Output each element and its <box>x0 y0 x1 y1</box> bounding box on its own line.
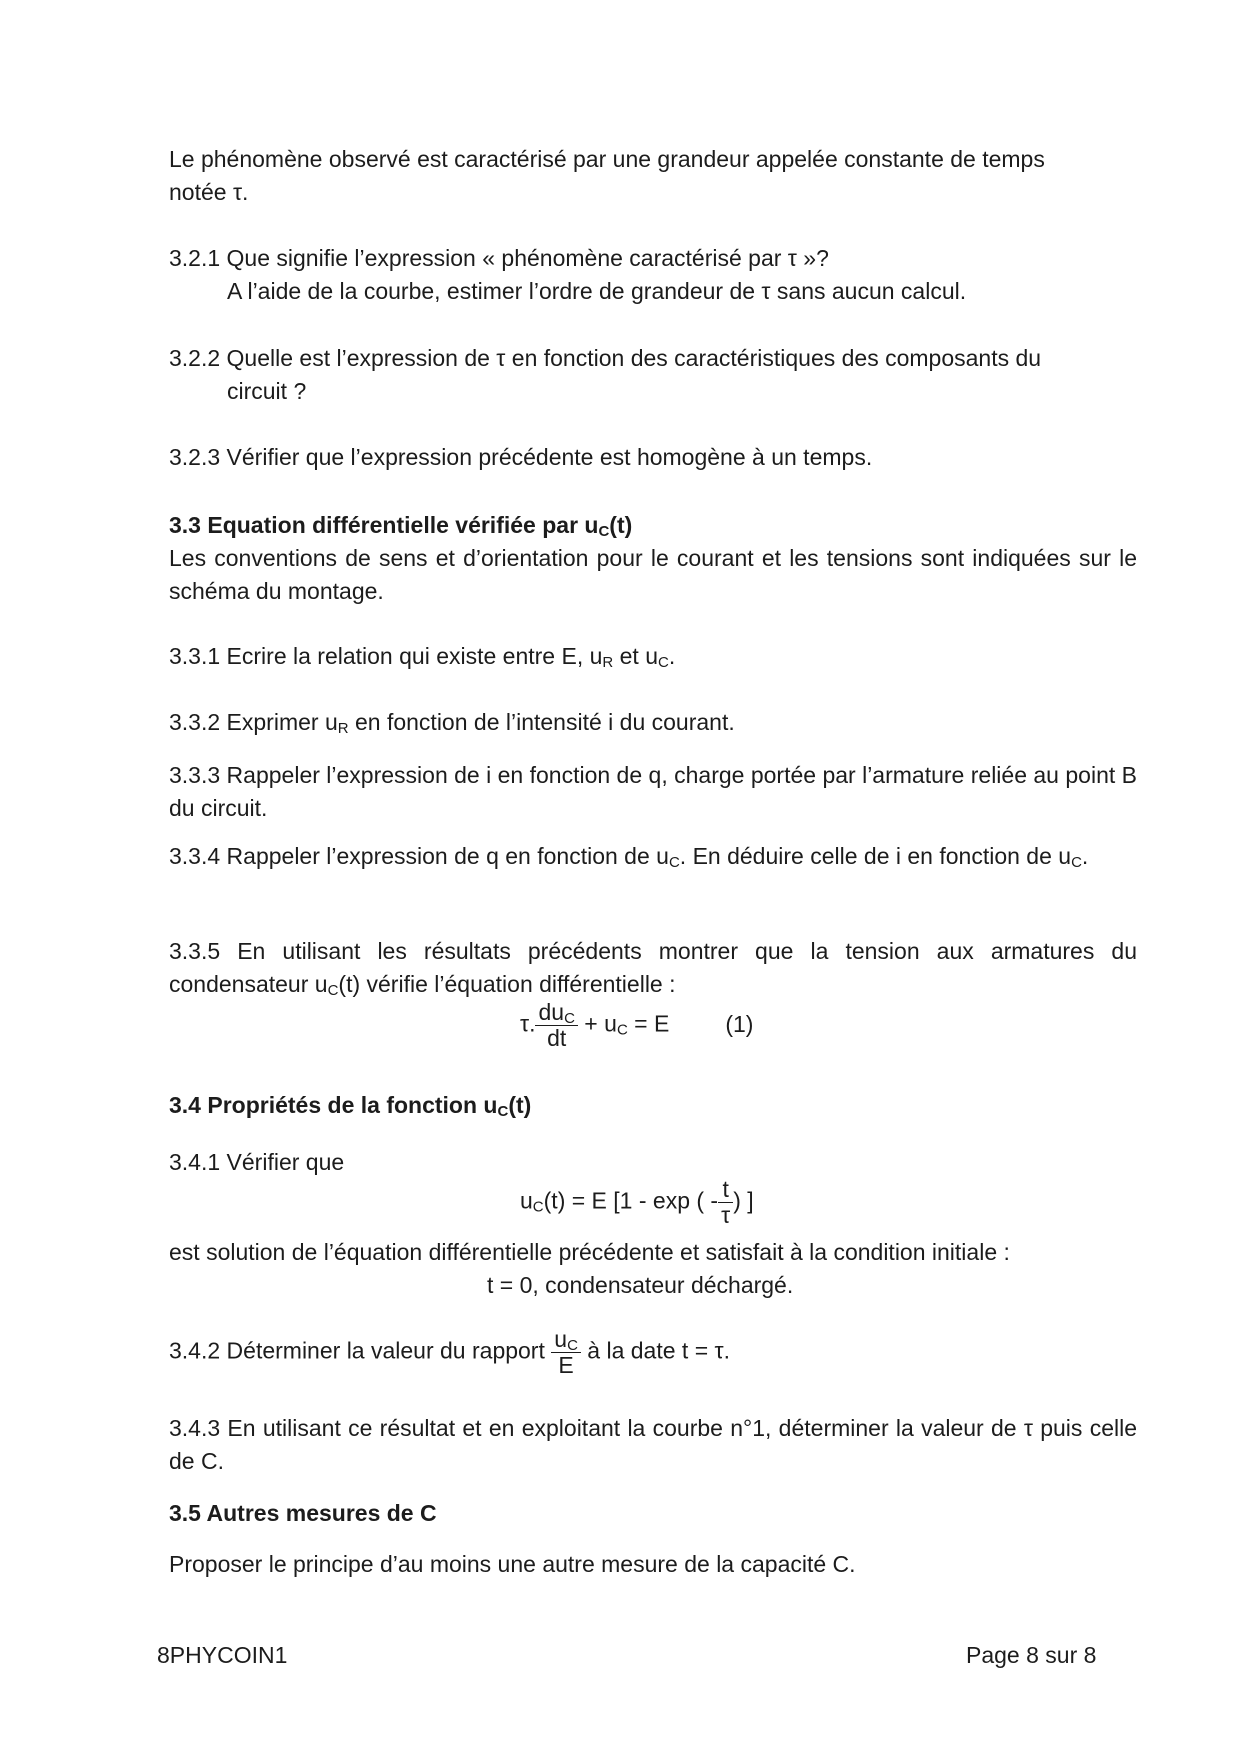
question-3-3-5: 3.3.5 En utilisant les résultats précédents montrer que la tension aux armatures du condensateur $u_C(t)$ vérifie l’équation différentielle : <box>169 938 1137 999</box>
section-text: Proposer le principe d’au moins une autre mesure de la capacité C. <box>169 1551 856 1577</box>
section-3-5 <box>169 1497 1137 1581</box>
question-3-2-1 <box>169 242 1137 308</box>
section-text: Les conventions de sens et d’orientation pour le courant et les tensions sont indiquées sur le schéma du montage. <box>169 545 1137 604</box>
intro-paragraph <box>169 143 1137 209</box>
footer-code: 8PHYCOIN1 <box>157 1642 288 1668</box>
t-over-tau-fraction: $\frac{t}{\tau}$ <box>718 1177 733 1228</box>
question-3-4-1: 3.4.1 Vérifier que <box>169 1149 345 1175</box>
question-3-3-2: 3.3.2 Exprimer $u_R$ en fonction de l’intensité i du courant. <box>169 709 735 737</box>
intro-line-1: Le phénomène observé est caractérisé par une grandeur appelée constante de temps <box>169 146 1045 172</box>
question-3-4-3: 3.4.3 En utilisant ce résultat et en exploitant la courbe n°1, déterminer la valeur de τ puis celle de C. <box>169 1415 1137 1474</box>
solution-equation: $u_C(t) = E$ [1 - exp ( - $\frac{t}{\tau}$ ) ] <box>520 1176 754 1228</box>
section-3-4-heading: 3.4 Propriétés de la fonction $u_C(t)$ <box>169 1092 532 1120</box>
question-3-2-2 <box>169 342 1137 408</box>
question-3-4-1-text: est solution de l’équation différentielle précédente et satisfait à la condition initiale : t = 0, condensateur déchargé. <box>169 1239 1010 1298</box>
question-text: 3.2.2 Quelle est l’expression de τ en fonction des caractéristiques des composants du <box>169 345 1042 371</box>
equation-label: (1) <box>725 1010 754 1037</box>
uc-over-e-fraction: $\frac{u_C}{E}$ <box>551 1327 581 1378</box>
footer-page-number: Page 8 sur 8 <box>966 1642 1097 1668</box>
section-heading: 3.3 Equation différentielle vérifiée par $u_C(t)$ <box>169 512 633 540</box>
question-3-3-4: 3.3.4 Rappeler l’expression de q en fonction de $u_C$. En déduire celle de i en fonction de $u_C$. <box>169 843 1089 871</box>
question-3-3-1: 3.3.1 Ecrire la relation qui existe entre E, $u_R$ et $u_C$. <box>169 643 676 671</box>
question-subtext: A l’aide de la courbe, estimer l’ordre de grandeur de τ sans aucun calcul. <box>227 278 967 304</box>
differential-equation: τ. $\frac{du_C}{dt}$ + $u_C = E$ (1) <box>520 999 754 1051</box>
question-3-2-3: 3.2.3 Vérifier que l’expression précédente est homogène à un temps. <box>169 444 873 470</box>
question-text: 3.2.1 Que signifie l’expression « phénomène caractérisé par τ »? <box>169 245 829 271</box>
question-continuation: circuit ? <box>227 378 307 404</box>
section-3-3 <box>169 509 1137 608</box>
question-3-4-2: 3.4.2 Déterminer la valeur du rapport $\frac{u_C}{E}$ à la date t = τ. <box>169 1326 731 1378</box>
du-dt-fraction: $\frac{du_C}{dt}$ <box>535 1000 577 1051</box>
question-3-3-3: 3.3.3 Rappeler l’expression de i en fonction de q, charge portée par l’armature reliée au point B du circuit. <box>169 762 1137 821</box>
intro-line-2: notée τ. <box>169 179 249 205</box>
section-heading: 3.5 Autres mesures de C <box>169 1500 437 1526</box>
